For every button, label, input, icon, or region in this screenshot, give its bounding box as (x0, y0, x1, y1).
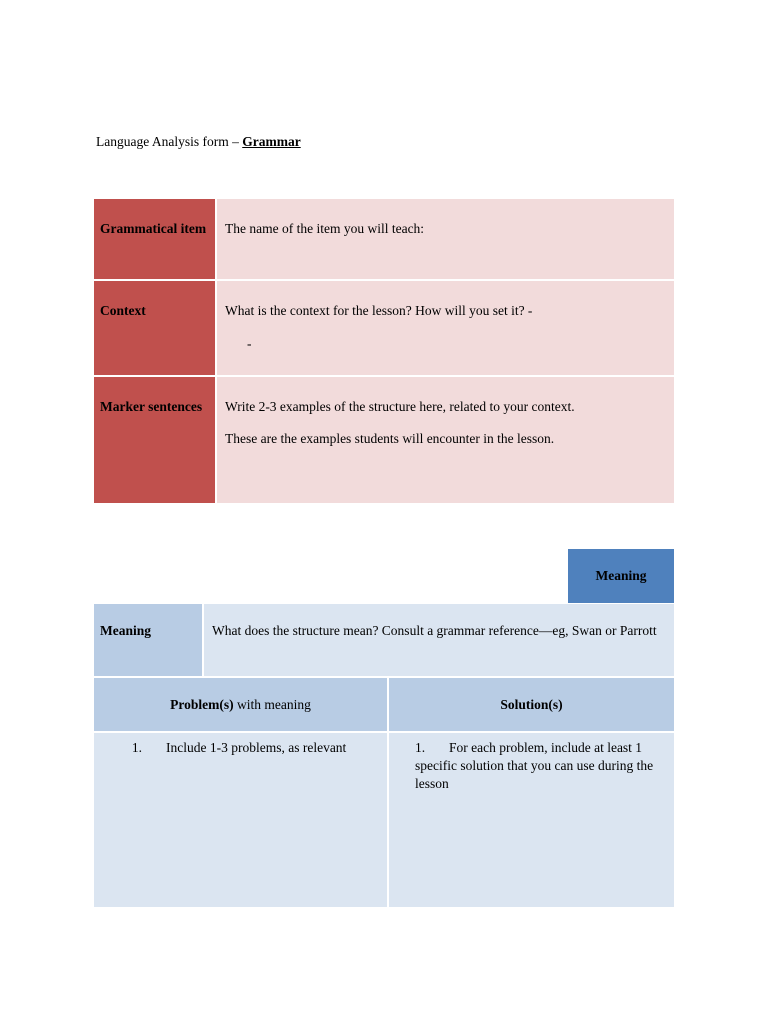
solutions-item-number: 1. (415, 740, 426, 755)
grammatical-item-cell[interactable] (217, 199, 674, 279)
grammatical-item-label: Grammatical item (94, 199, 217, 279)
problems-item-text: Include 1-3 problems, as relevant (166, 740, 347, 755)
page-title (96, 134, 301, 150)
grammatical-item-text: The name of the item you will teach: (225, 221, 425, 236)
problems-list-item (102, 739, 379, 757)
problems-header (94, 678, 389, 731)
grammar-row-context (94, 281, 674, 377)
marker-sentences-label: Marker sentences (94, 377, 217, 503)
context-cell[interactable] (217, 281, 674, 375)
marker-sentences-text-1: Write 2-3 examples of the structure here, related to your context. (225, 399, 575, 414)
marker-sentences-cell[interactable] (217, 377, 674, 503)
marker-sentences-text-2: These are the examples students will encounter in the lesson. (225, 431, 555, 446)
solutions-header: Solution(s) (389, 678, 674, 731)
meaning-table (94, 604, 674, 907)
solutions-item-text: For each problem, include at least 1 specific solution that you can use during the lesson (415, 740, 654, 791)
grammar-table (94, 199, 674, 503)
title-prefix: Language Analysis form – (96, 134, 243, 149)
grammar-row-markers (94, 377, 674, 503)
context-text: What is the context for the lesson? How will you set it? - (225, 303, 533, 318)
problems-cell[interactable] (94, 733, 389, 907)
problems-header-rest: with meaning (233, 696, 311, 712)
meaning-label: Meaning (94, 604, 204, 676)
context-bullet: - (247, 336, 252, 351)
problems-header-bold: Problem(s) (170, 696, 234, 712)
problems-item-number: 1. (131, 740, 142, 755)
meaning-row (94, 604, 674, 678)
title-emphasis: Grammar (242, 134, 301, 149)
solutions-cell[interactable] (389, 733, 674, 907)
meaning-body-row (94, 733, 674, 907)
meaning-section-header: Meaning (568, 549, 674, 603)
grammar-row-item (94, 199, 674, 281)
context-label: Context (94, 281, 217, 375)
meaning-header-row (94, 678, 674, 733)
meaning-cell[interactable]: What does the structure mean? Consult a grammar reference—eg, Swan or Parrott (204, 604, 674, 676)
